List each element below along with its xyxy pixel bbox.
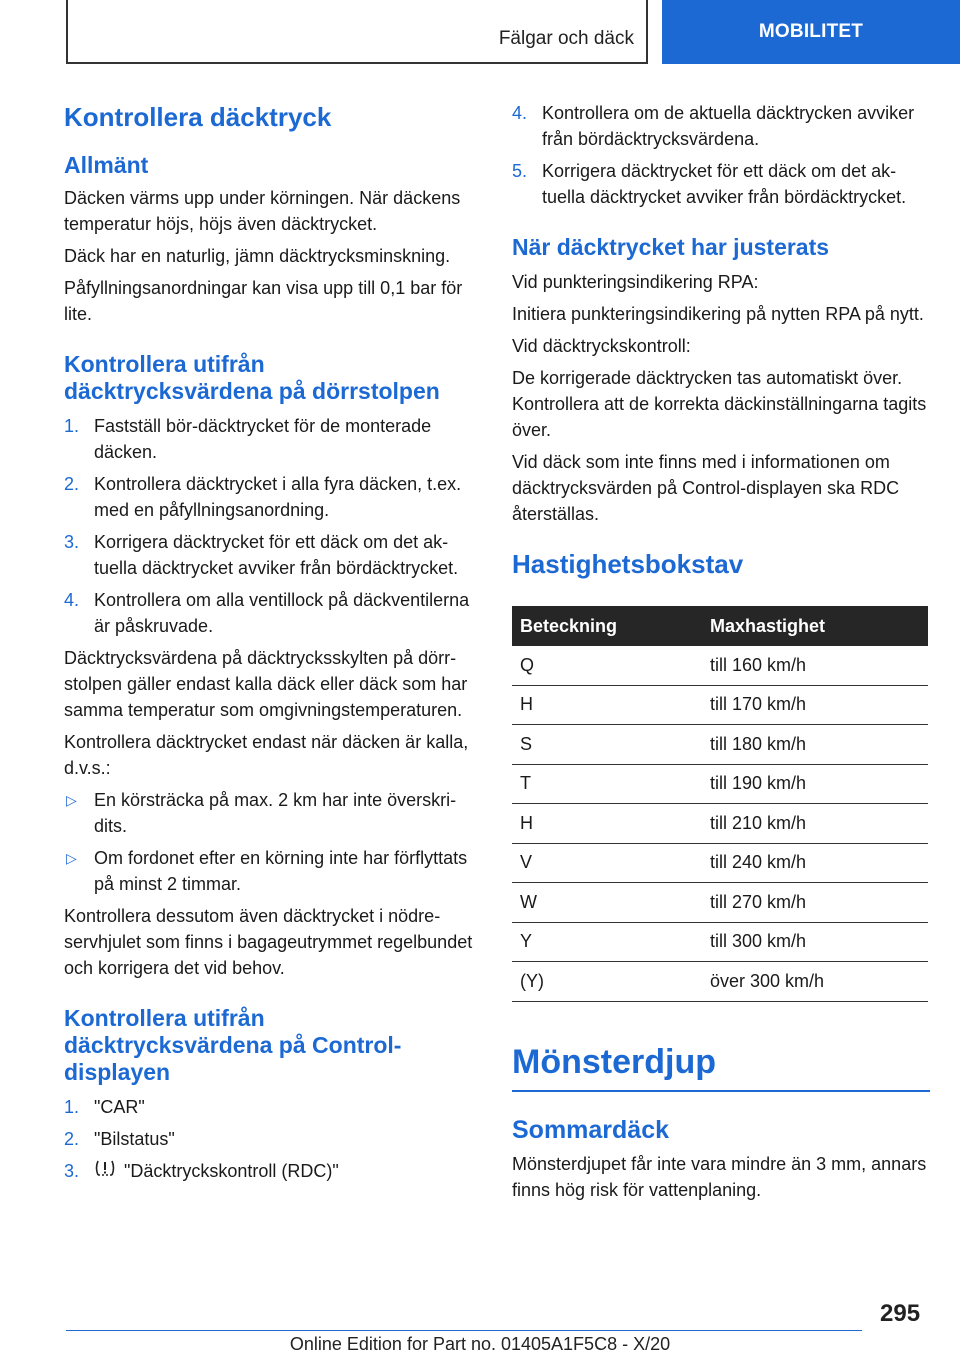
paragraph: Kontrollera dessutom även däcktrycket i nödreservhjulet som finns i bagageutrymmet regelbundet och korrigera det vid behov. [64,906,473,978]
heading-justerats: När däcktrycket har justerats [512,234,830,260]
paragraph: Däcktrycksvärdena på däcktrycksskylten på dörrstolpen gäller endast kalla däck eller däck som har samma temperatur som omgivningstemperaturen. [64,648,468,720]
speed-rating-table [512,606,928,1002]
table-cell: W [512,883,702,923]
step-text: Kontrollera om de aktuella däcktrycken avviker från bördäcktrycksvärdena. [542,103,915,149]
bullet-text: En körsträcka på max. 2 km har inte överskridits. [94,790,457,836]
heading-control-display: Kontrollera utifrån däcktrycksvärdena på Control-displayen [64,1005,402,1085]
table-cell: Q [512,646,702,685]
left-column [64,100,478,1190]
section-tab: MOBILITET [662,0,960,64]
step-number: 5. [512,161,528,181]
paragraph: Däck har en naturlig, jämn däcktrycksminskning. [64,246,451,266]
table-cell: till 190 km/h [702,764,928,804]
paragraph: Vid däck som inte finns med i informationen om däcktrycksvärden på Control-displayen ska RDC återställas. [512,452,900,524]
table-row [512,922,928,962]
paragraph: Initiera punkteringsindikering på nytten RPA på nytt. [512,304,924,324]
paragraph: Däcken värms upp under körningen. När däckens temperatur höjs, höjs även däcktrycket. [64,188,461,234]
list-item [64,1126,478,1152]
step-text: Fastställ bör-däcktrycket för de monterade däcken. [94,416,432,462]
page-number: 295 [880,1300,921,1327]
paragraph: Påfyllningsanordningar kan visa upp till 0,1 bar för lite. [64,278,463,324]
table-cell: till 300 km/h [702,922,928,962]
list-item [64,787,478,839]
list-item [64,529,478,581]
heading-dorrstolpen: Kontrollera utifrån däcktrycksvärdena på dörrstolpen [64,351,440,404]
bullet-text: Om fordonet efter en körning inte har förflyttats på minst 2 timmar. [94,848,468,894]
table-cell: över 300 km/h [702,962,928,1002]
step-number: 3. [64,532,80,552]
table-cell: T [512,764,702,804]
table-row [512,646,928,685]
list-item [64,413,478,465]
footer-text: Online Edition for Part no. 01405A1F5C8 - X/20 [289,1334,671,1354]
table-row [512,685,928,725]
chapter-box [66,0,648,64]
paragraph: Vid punkteringsindikering RPA: [512,272,759,292]
list-item [64,845,478,897]
table-cell: till 240 km/h [702,843,928,883]
table-row [512,883,928,923]
footer-divider [66,1330,862,1331]
paragraph: De korrigerade däcktrycken tas automatiskt över. Kontrollera att de korrekta däckinställningarna tagits över. [512,368,927,440]
heading-allmant: Allmänt [64,152,149,178]
step-text: Kontrollera om alla ventillock på däckventilerna är påskruvade. [94,590,470,636]
list-item [64,587,478,639]
table-row [512,764,928,804]
table-header-row [512,606,928,646]
step-number: 2. [64,1129,80,1149]
step-number: 2. [64,474,80,494]
list-item [512,158,930,210]
steps-list [512,100,930,210]
table-row [512,843,928,883]
table-cell: (Y) [512,962,702,1002]
step-number: 1. [64,416,80,436]
right-column [512,100,930,1209]
table-cell: H [512,804,702,844]
column-header: Beteckning [512,606,702,646]
table-cell: till 210 km/h [702,804,928,844]
chapter-title: Fälgar och däck [498,28,634,49]
table-row [512,804,928,844]
table-cell: Y [512,922,702,962]
table-cell: till 180 km/h [702,725,928,765]
page-header [0,0,960,66]
page-title: Kontrollera däcktryck [64,102,332,132]
list-item [512,100,930,152]
steps-list [64,413,478,639]
step-text: "Däcktryckskontroll (RDC)" [124,1161,339,1181]
heading-sommardack: Sommardäck [512,1115,670,1144]
table-cell: till 160 km/h [702,646,928,685]
step-number: 1. [64,1097,80,1117]
triangle-bullet-icon: ▷ [66,850,77,866]
steps-list [64,1094,478,1184]
step-text: "Bilstatus" [94,1129,175,1149]
heading-hastighetsbokstav: Hastighetsbokstav [512,549,744,579]
triangle-bullet-icon: ▷ [66,792,77,808]
table-row [512,725,928,765]
step-text: Kontrollera däcktrycket i alla fyra däcken, t.ex. med en påfyllningsanordning. [94,474,462,520]
heading-monsterdjup: Mönsterdjup [512,1042,930,1092]
table-row [512,962,928,1002]
table-cell: V [512,843,702,883]
step-text: Korrigera däcktrycket för ett däck om det aktuella däcktrycket avviker från bördäcktrycket. [542,161,907,207]
list-item [64,1158,478,1184]
step-number: 4. [64,590,80,610]
list-item [64,1094,478,1120]
paragraph: Mönsterdjupet får inte vara mindre än 3 mm, annars finns hög risk för vattenplaning. [512,1153,927,1200]
step-number: 3. [64,1161,80,1181]
tire-pressure-warning-icon [94,1158,116,1176]
list-item [64,471,478,523]
paragraph: Kontrollera däcktrycket endast när däcken är kalla, d.v.s.: [64,732,469,778]
paragraph: Vid däcktryckskontroll: [512,336,691,356]
table-cell: till 270 km/h [702,883,928,923]
table-cell: H [512,685,702,725]
step-text: "CAR" [94,1097,145,1117]
table-cell: S [512,725,702,765]
step-text: Korrigera däcktrycket för ett däck om det aktuella däcktrycket avviker från bördäcktrycket. [94,532,459,578]
bullet-list [64,787,478,897]
step-number: 4. [512,103,528,123]
table-cell: till 170 km/h [702,685,928,725]
column-header: Maxhastighet [702,606,928,646]
